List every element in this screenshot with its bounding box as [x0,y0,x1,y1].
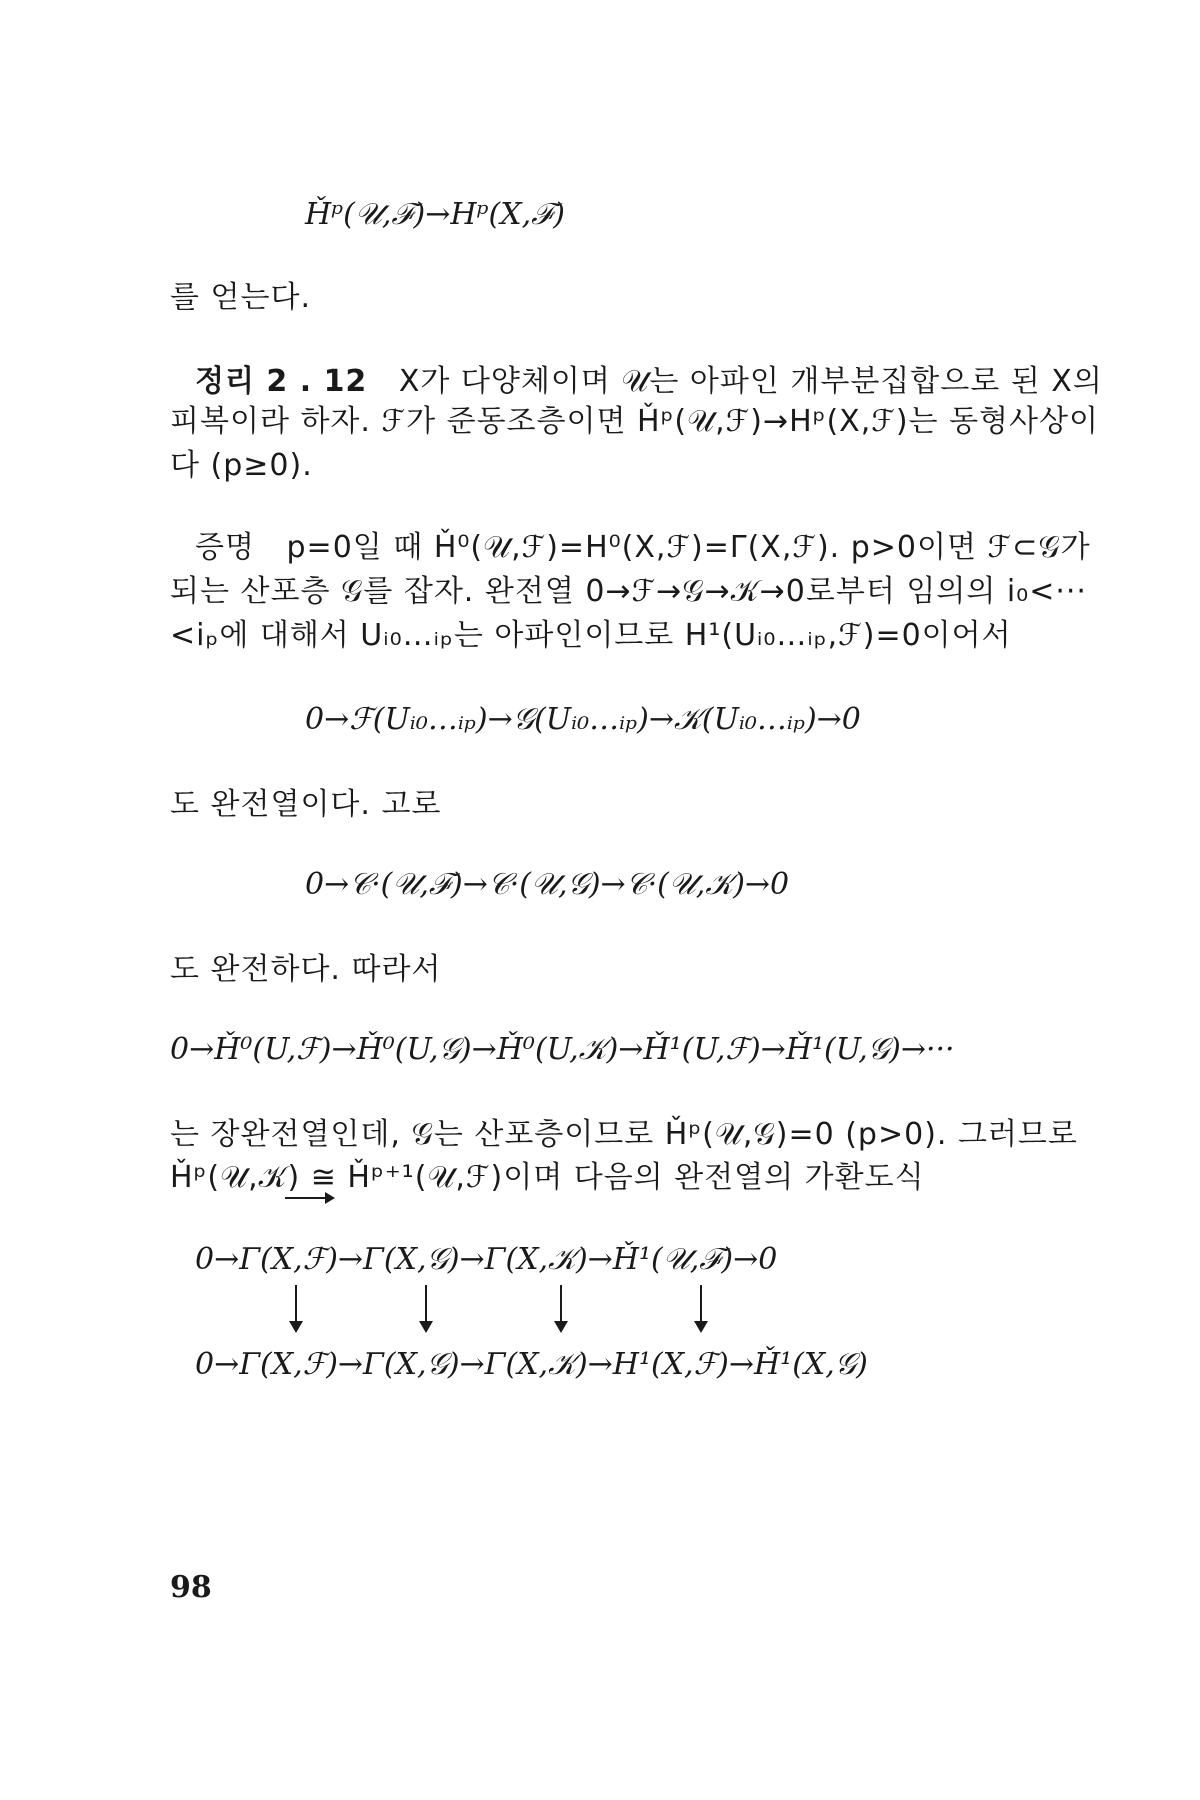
isomorphism-arrow [285,1197,333,1199]
theorem-text: X가 다양체이며 𝒰는 아파인 개부분집합으로 된 X의 [398,364,1103,399]
diagram-top-row: 0→Γ(X,ℱ)→Γ(X,𝒢)→Γ(X,𝒦)→Ȟ¹(𝒰,ℱ)→0 [195,1242,778,1277]
proof-label: 증명 [195,530,255,565]
theorem-line [195,362,1103,402]
text-line: 를 얻는다. [170,280,311,315]
text-line: 다 (p≥0). [170,448,313,483]
page-number: 98 [170,1570,212,1605]
down-arrow-icon [295,1285,297,1331]
formula-cech-to-derived: Ȟᵖ(𝒰,ℱ)→Hᵖ(X,ℱ) [305,197,565,232]
proof-line [195,528,1091,568]
text-line: <iₚ에 대해서 Uᵢ₀…ᵢₚ는 아파인이므로 H¹(Uᵢ₀…ᵢₚ,ℱ)=0이어서 [170,618,1012,653]
diagram-bottom-row: 0→Γ(X,ℱ)→Γ(X,𝒢)→Γ(X,𝒦)→H¹(X,ℱ)→Ȟ¹(X,𝒢) [195,1347,868,1382]
theorem-label: 정리 2 . 12 [195,364,368,399]
formula-exact-sequence-cochains: 0→𝒞·(𝒰,ℱ)→𝒞·(𝒰,𝒢)→𝒞·(𝒰,𝒦)→0 [305,867,790,902]
down-arrow-icon [700,1285,702,1331]
text-line: 는 장완전열인데, 𝒢는 산포층이므로 Ȟᵖ(𝒰,𝒢)=0 (p>0). 그러므로 [170,1117,1078,1152]
formula-long-exact-sequence: 0→Ȟ⁰(U,ℱ)→Ȟ⁰(U,𝒢)→Ȟ⁰(U,𝒦)→Ȟ¹(U,ℱ)→Ȟ¹(U,𝒢)→··· [170,1032,955,1067]
proof-text: p=0일 때 Ȟ⁰(𝒰,ℱ)=H⁰(X,ℱ)=Γ(X,ℱ). p>0이면 ℱ⊂𝒢가 [286,530,1091,565]
text-line: 되는 산포층 𝒢를 잡자. 완전열 0→ℱ→𝒢→𝒦→0로부터 임의의 i₀<··· [170,574,1087,609]
text-line: 도 완전열이다. 고로 [170,787,442,822]
text-line-isomorphism: Ȟᵖ(𝒰,𝒦) ≅ Ȟᵖ⁺¹(𝒰,ℱ)이며 다음의 완전열의 가환도식 [170,1160,925,1195]
text-line: 도 완전하다. 따라서 [170,952,442,987]
down-arrow-icon [425,1285,427,1331]
formula-exact-sequence-sections: 0→ℱ(Uᵢ₀…ᵢₚ)→𝒢(Uᵢ₀…ᵢₚ)→𝒦(Uᵢ₀…ᵢₚ)→0 [305,702,861,737]
text-line: 피복이라 하자. ℱ가 준동조층이면 Ȟᵖ(𝒰,ℱ)→Hᵖ(X,ℱ)는 동형사상이 [170,404,1099,439]
down-arrow-icon [560,1285,562,1331]
